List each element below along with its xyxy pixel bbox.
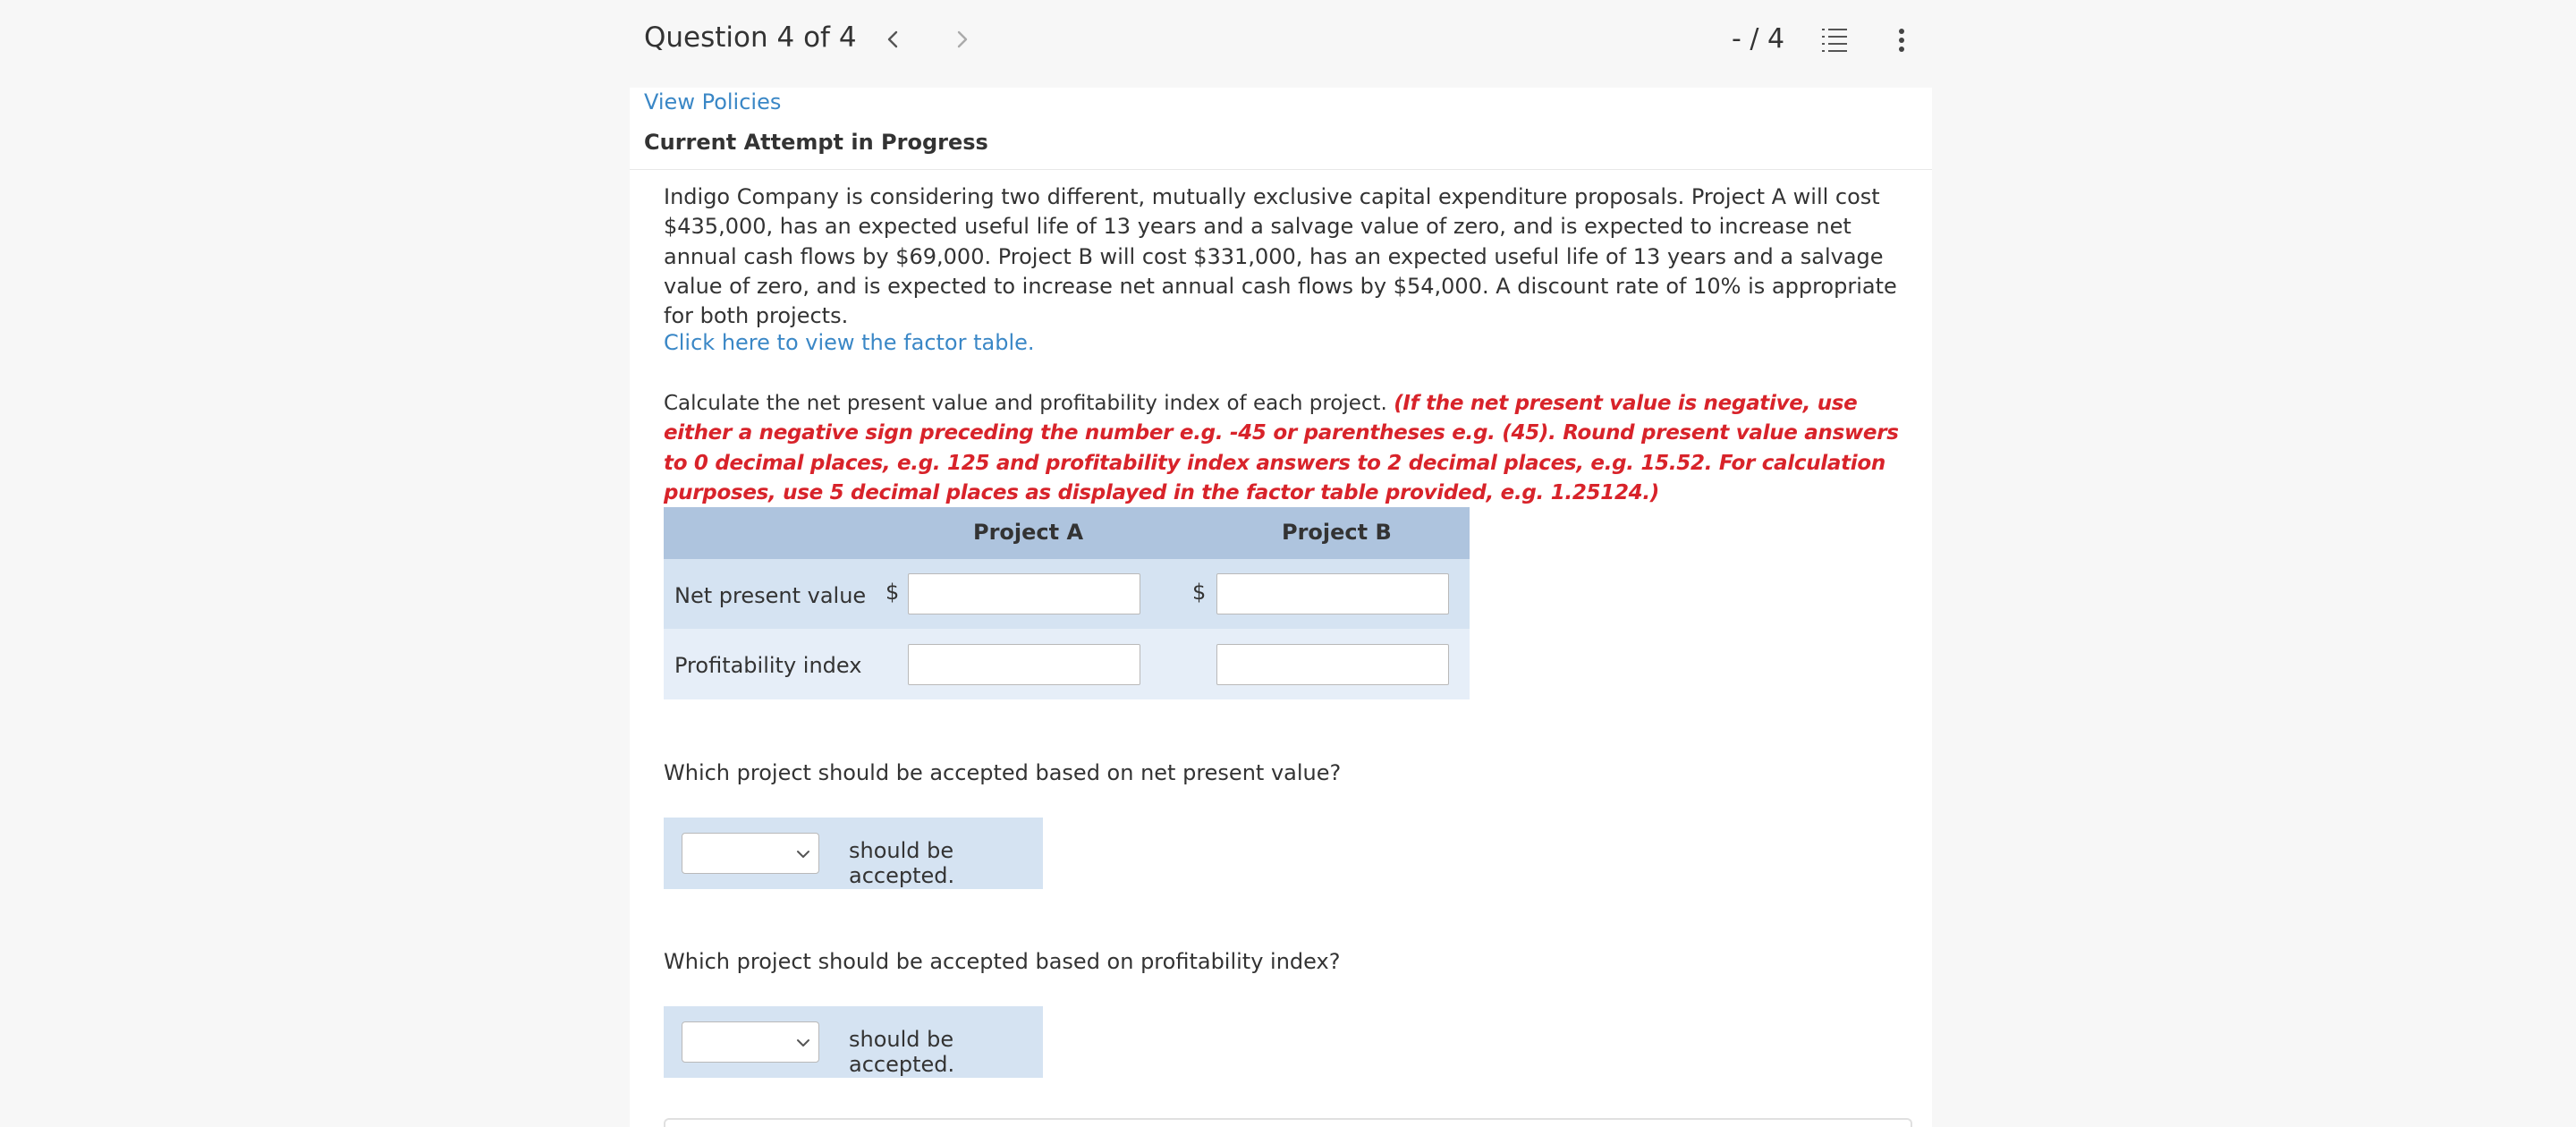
question-counter: Question 4 of 4	[644, 21, 857, 54]
more-vertical-icon	[1884, 23, 1919, 59]
view-policies-link[interactable]: View Policies	[644, 89, 782, 114]
question-list-button[interactable]	[1819, 25, 1850, 55]
next-question-button[interactable]	[945, 21, 980, 57]
currency-symbol: $	[886, 580, 900, 605]
previous-question-button[interactable]	[875, 21, 911, 57]
top-bar	[0, 0, 2576, 88]
npv-project-a-input[interactable]	[908, 573, 1140, 614]
npv-question: Which project should be accepted based on net present value?	[664, 760, 1342, 785]
next-section-edge	[664, 1118, 1912, 1127]
problem-statement: Indigo Company is considering two different, mutually exclusive capital expenditure proposals. Project A will cost $435,000, has an expected useful life of 13 years and a salvage value of zero, and is expected to increase net annual cash flows by $69,000. Project B will cost $331,000, has an expected useful life of 13 years and a salvage value of zero, and is expected to increase net annual cash flows by $54,000. A discount rate of 10% is appropriate for both projects.	[664, 184, 1897, 329]
pi-project-b-input[interactable]	[1216, 644, 1449, 685]
chevron-left-icon	[875, 21, 911, 57]
chevron-down-icon	[795, 1035, 811, 1051]
table-row-pi	[664, 629, 1470, 699]
column-header-project-a: Project A	[973, 520, 1084, 545]
pi-project-select[interactable]	[682, 1021, 819, 1063]
pi-project-a-input[interactable]	[908, 644, 1140, 685]
attempt-status: Current Attempt in Progress	[644, 130, 988, 155]
more-options-button[interactable]	[1884, 23, 1919, 59]
npv-select-suffix: should be accepted.	[849, 838, 955, 888]
pi-answer-box	[664, 1006, 1043, 1078]
instructions-note: (If the net present value is negative, use either a negative sign preceding the number e.g. -45 or parentheses e.g. (45). Round present value answers to 0 decimal places, e.g. 125 and profitability index answers to 2 decimal places, e.g. 15.52. For calculation purposes, use 5 decimal places as displayed in the factor table provided, e.g. 1.25124.)	[664, 392, 1899, 504]
table-header	[664, 507, 1470, 559]
chevron-down-icon	[795, 846, 811, 862]
pi-question: Which project should be accepted based on profitability index?	[664, 949, 1341, 974]
table-row-npv	[664, 559, 1470, 629]
npv-project-b-input[interactable]	[1216, 573, 1449, 614]
currency-symbol: $	[1192, 580, 1207, 605]
list-icon	[1819, 25, 1850, 55]
factor-table-link[interactable]: Click here to view the factor table.	[664, 330, 1035, 355]
instructions-lead: Calculate the net present value and profitability index of each project.	[664, 392, 1387, 415]
answer-table	[664, 507, 1470, 699]
pi-select-suffix: should be accepted.	[849, 1027, 955, 1077]
chevron-right-icon	[945, 21, 980, 57]
npv-project-select[interactable]	[682, 833, 819, 874]
row-label-pi: Profitability index	[674, 653, 862, 678]
npv-answer-box	[664, 818, 1043, 889]
row-label-npv: Net present value	[674, 583, 867, 608]
column-header-project-b: Project B	[1282, 520, 1392, 545]
score: - / 4	[1732, 23, 1785, 55]
instructions	[664, 389, 1916, 508]
divider	[630, 169, 1932, 170]
